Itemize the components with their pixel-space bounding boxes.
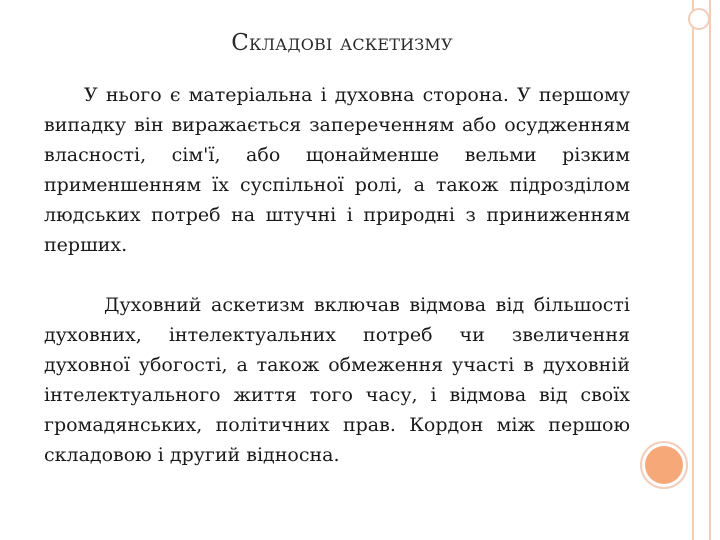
- decorative-line-left: [692, 0, 694, 540]
- slide-body: [44, 80, 630, 470]
- decorative-circle-top: [688, 8, 710, 30]
- decorative-line-right: [709, 0, 711, 540]
- slide-title: Складові аскетизму: [231, 30, 453, 56]
- paragraph-spiritual-asceticism: Духовний аскетизм включав відмова від більшості духовних, інтелектуальних потреб чи звеличення духовної убогості, а також обмеження участі в духовній інтелектуального життя того часу, і відмова від своїх громадянських, політичних прав. Кордон між першою складовою і другий відносна.: [44, 294, 630, 466]
- paragraph-material-spiritual: У нього є матеріальна і духовна сторона. У першому випадку він виражається запереченням або осудженням власності, сім'ї, або щонайменше вельми різким применшенням їх суспільної ролі, а також підрозділом людських потреб на штучні і природні з приниженням перших.: [44, 84, 630, 256]
- decorative-circle-filled: [645, 446, 683, 484]
